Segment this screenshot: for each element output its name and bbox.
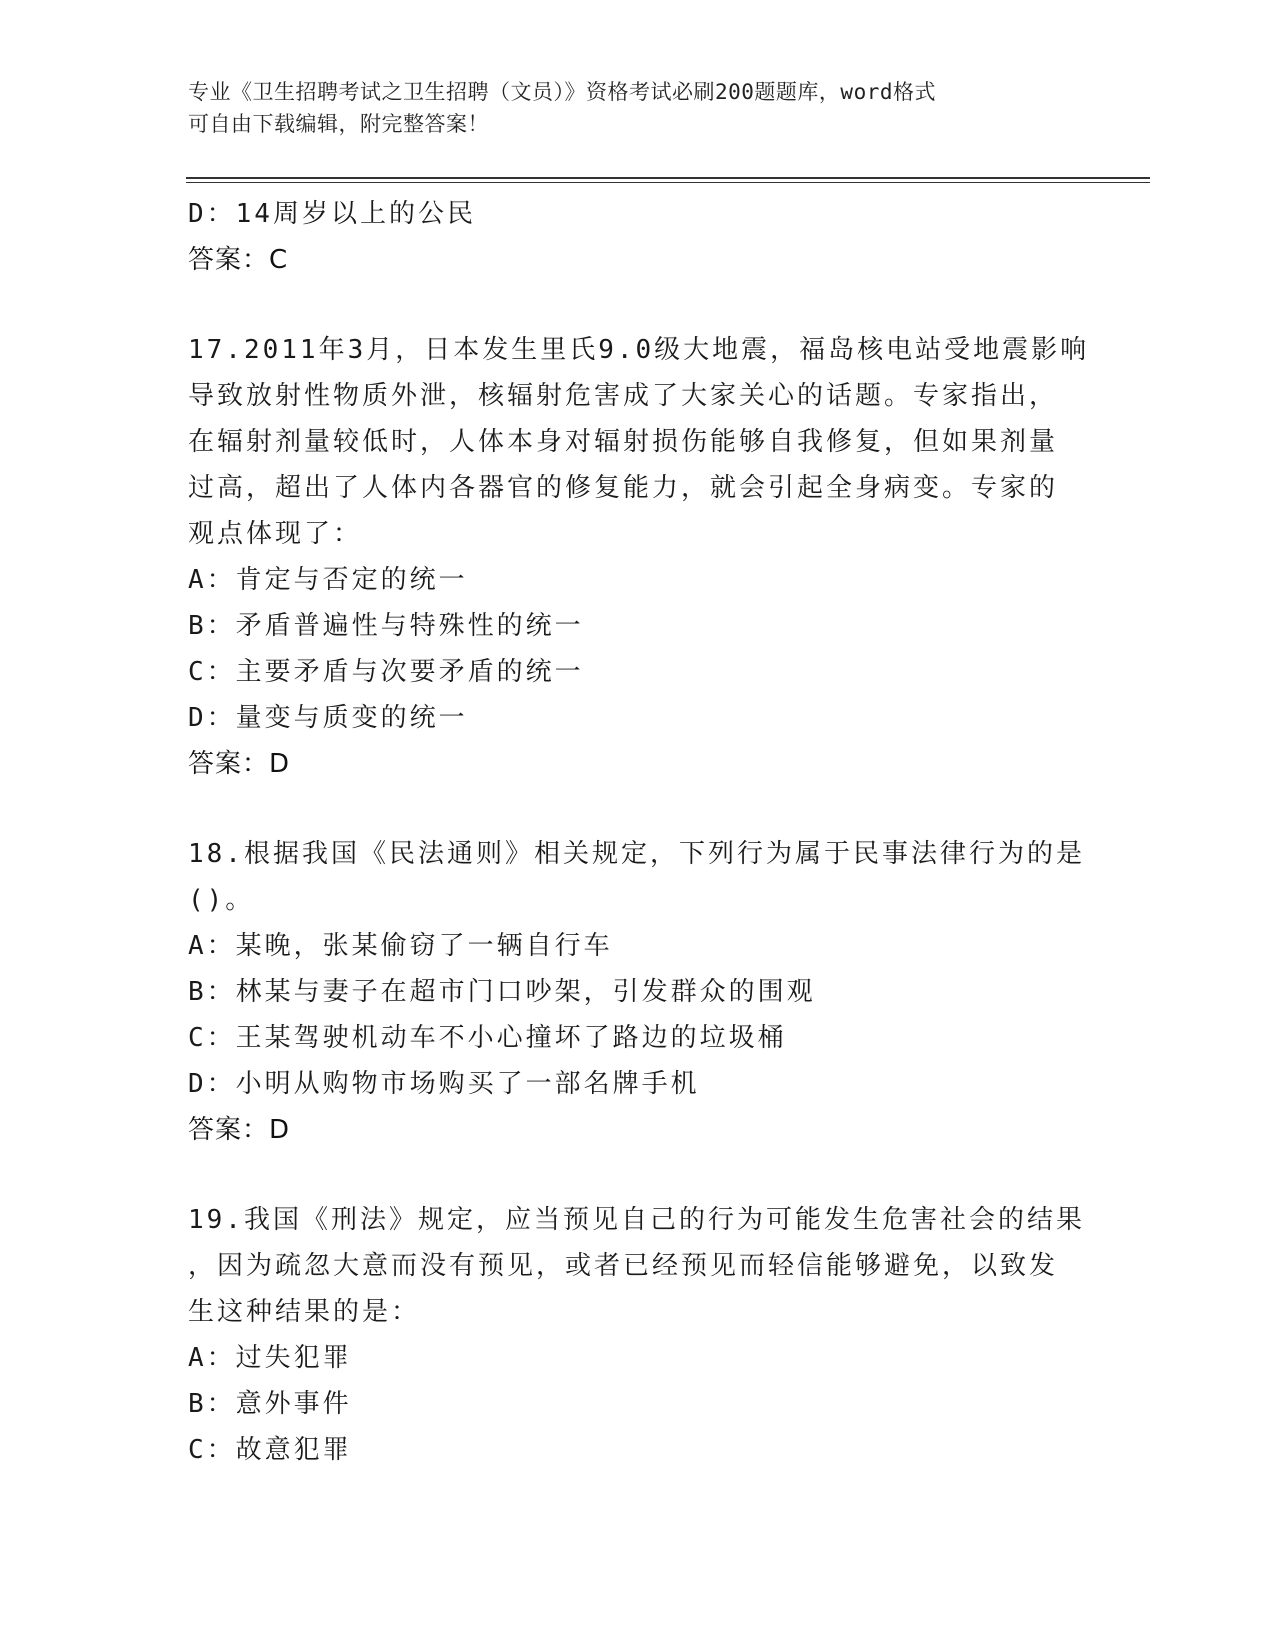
question-16-tail — [188, 191, 1088, 283]
question-spacer — [188, 787, 1088, 831]
header-divider-thin — [186, 182, 1150, 183]
option-a: A：肯定与否定的统一 — [188, 565, 468, 595]
question-spacer — [188, 1153, 1088, 1197]
option-b: B：意外事件 — [188, 1389, 352, 1419]
header-title-line-2: 可自由下载编辑，附完整答案！ — [188, 112, 489, 136]
header-divider-thick — [186, 177, 1150, 179]
option-d: D：量变与质变的统一 — [188, 703, 468, 733]
option-d: D：14周岁以上的公民 — [188, 199, 476, 229]
question-text-line: ，因为疏忽大意而没有预见，或者已经预见而轻信能够避免，以致发 — [188, 1251, 1059, 1281]
option-c: C：王某驾驶机动车不小心撞坏了路边的垃圾桶 — [188, 1023, 787, 1053]
question-text-line: 过高，超出了人体内各器官的修复能力，就会引起全身病变。专家的 — [188, 473, 1059, 503]
option-a: A：某晚，张某偷窃了一辆自行车 — [188, 931, 613, 961]
option-b: B：林某与妻子在超市门口吵架，引发群众的围观 — [188, 977, 816, 1007]
option-d: D：小明从购物市场购买了一部名牌手机 — [188, 1069, 700, 1099]
question-text-line: 在辐射剂量较低时，人体本身对辐射损伤能够自我修复，但如果剂量 — [188, 427, 1059, 457]
question-spacer — [188, 283, 1088, 327]
option-a: A：过失犯罪 — [188, 1343, 352, 1373]
option-c: C：主要矛盾与次要矛盾的统一 — [188, 657, 584, 687]
question-text-line: 观点体现了： — [188, 519, 363, 549]
question-18 — [188, 831, 1088, 1153]
answer-line: 答案：D — [188, 1115, 291, 1145]
header-title-line-1: 专业《卫生招聘考试之卫生招聘（文员）》资格考试必刷200题题库，word格式 — [188, 80, 936, 104]
answer-line: 答案：C — [188, 245, 289, 275]
question-text-line: 导致放射性物质外泄，核辐射危害成了大家关心的话题。专家指出， — [188, 381, 1059, 411]
document-header — [188, 76, 1088, 140]
question-text-line: 17.2011年3月，日本发生里氏9.0级大地震，福岛核电站受地震影响 — [188, 335, 1090, 365]
question-19 — [188, 1197, 1088, 1473]
question-text-line: ()。 — [188, 885, 255, 915]
question-text-line: 生这种结果的是： — [188, 1297, 421, 1327]
document-body — [188, 191, 1088, 1473]
option-b: B：矛盾普遍性与特殊性的统一 — [188, 611, 584, 641]
question-17 — [188, 327, 1088, 787]
question-text-line: 19.我国《刑法》规定，应当预见自己的行为可能发生危害社会的结果 — [188, 1205, 1085, 1235]
answer-line: 答案：D — [188, 749, 291, 779]
option-c: C：故意犯罪 — [188, 1435, 352, 1465]
question-text-line: 18.根据我国《民法通则》相关规定，下列行为属于民事法律行为的是 — [188, 839, 1085, 869]
